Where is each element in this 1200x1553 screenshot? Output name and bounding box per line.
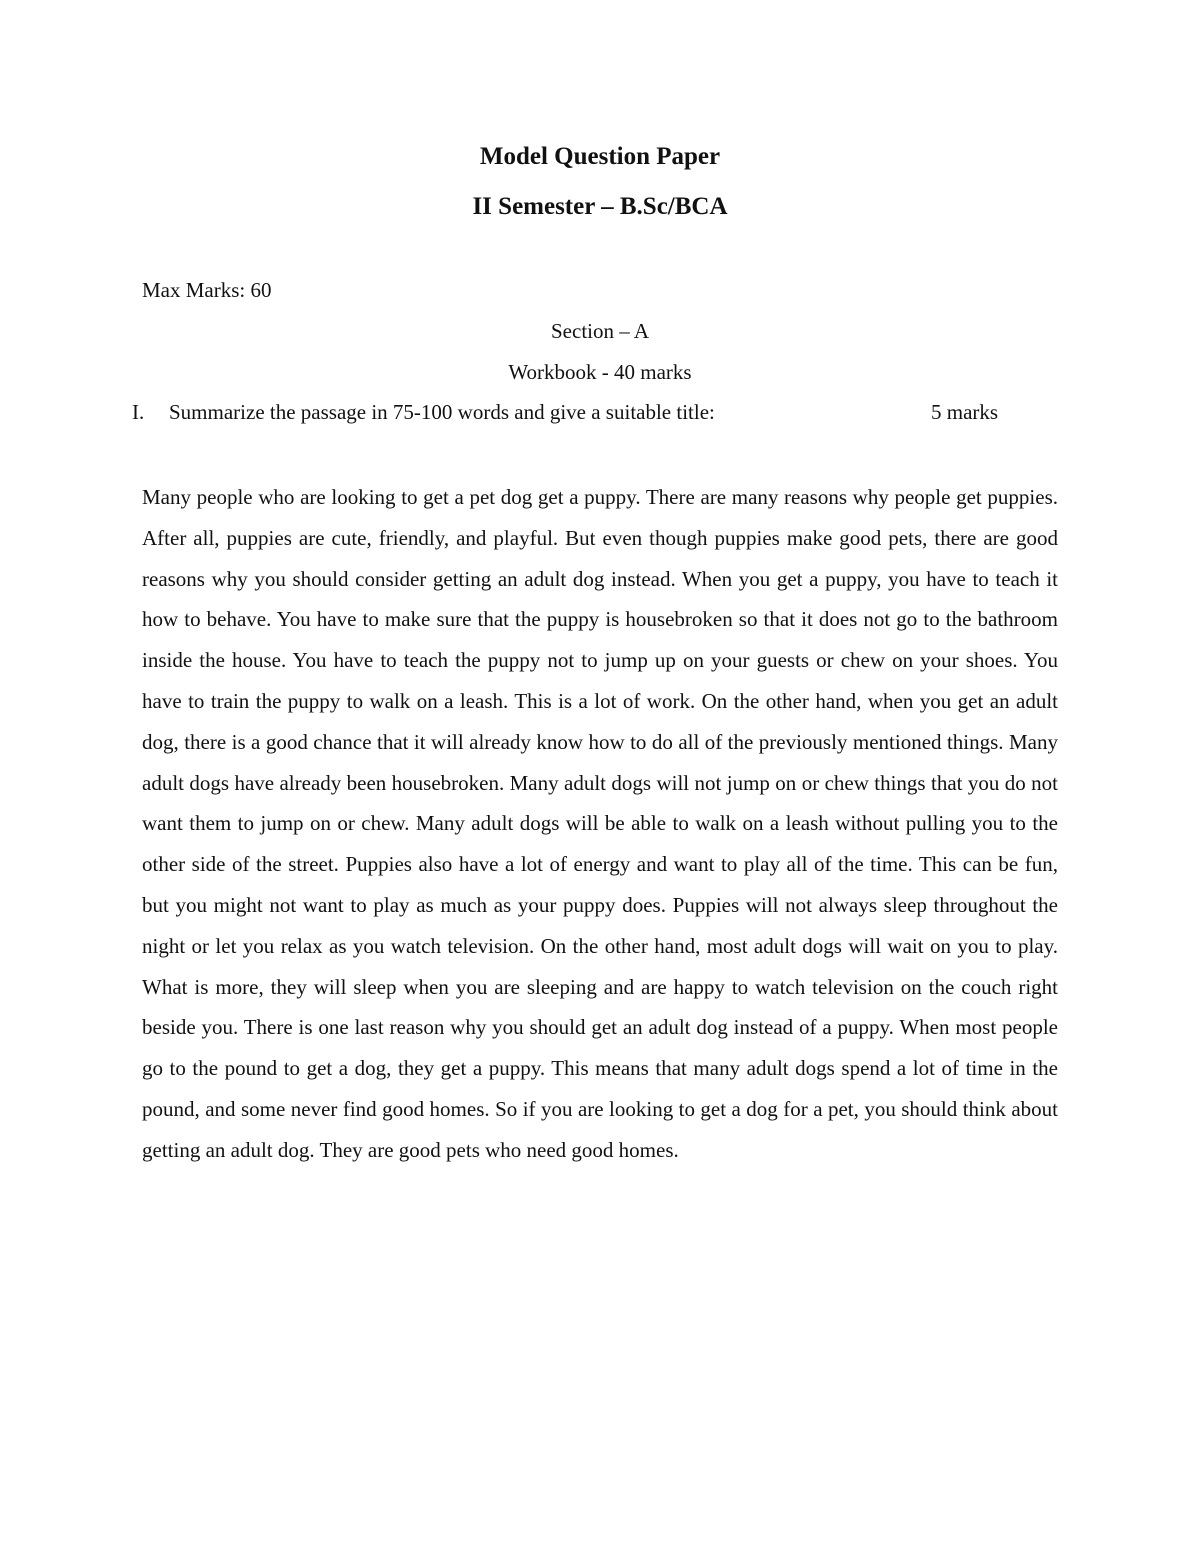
- workbook-heading: Workbook - 40 marks: [508, 360, 692, 384]
- passage-text: Many people who are looking to get a pet dog get a puppy. There are many reasons why people get puppies. After all, puppies are cute, friendly, and playful. But even though puppies make good pets, there are good reasons why you should consider getting an adult dog instead. When you get a puppy, you have to teach it how to behave. You have to make sure that the puppy is housebroken so that it does not go to the bathroom inside the house. You have to teach the puppy not to jump up on your guests or chew on your shoes. You have to train the puppy to walk on a leash. This is a lot of work. On the other hand, when you get an adult dog, there is a good chance that it will already know how to do all of the previously mentioned things. Many adult dogs have already been housebroken. Many adult dogs will not jump on or chew things that you do not want them to jump on or chew. Many adult dogs will be able to walk on a leash without pulling you to the other side of the street. Puppies also have a lot of energy and want to play all of the time. This can be fun, but you might not want to play as much as your puppy does. Puppies will not always sleep throughout the night or let you relax as you watch television. On the other hand, most adult dogs will wait on you to play. What is more, they will sleep when you are sleeping and are happy to watch television on the couch right beside you. There is one last reason why you should get an adult dog instead of a puppy. When most people go to the pound to get a dog, they get a puppy. This means that many adult dogs spend a lot of time in the pound, and some never find good homes. So if you are looking to get a dog for a pet, you should think about getting an adult dog. They are good pets who need good homes.: [142, 485, 1058, 1162]
- question-number: I.: [132, 400, 145, 424]
- semester-title: II Semester – B.Sc/BCA: [472, 193, 728, 220]
- paper-title: Model Question Paper: [479, 143, 721, 170]
- question-1: [132, 400, 1012, 430]
- section-heading: Section – A: [551, 319, 649, 343]
- max-marks: Max Marks: 60: [142, 278, 272, 302]
- question-marks: 5 marks: [931, 400, 999, 424]
- question-text: Summarize the passage in 75-100 words and give a suitable title:: [169, 400, 715, 424]
